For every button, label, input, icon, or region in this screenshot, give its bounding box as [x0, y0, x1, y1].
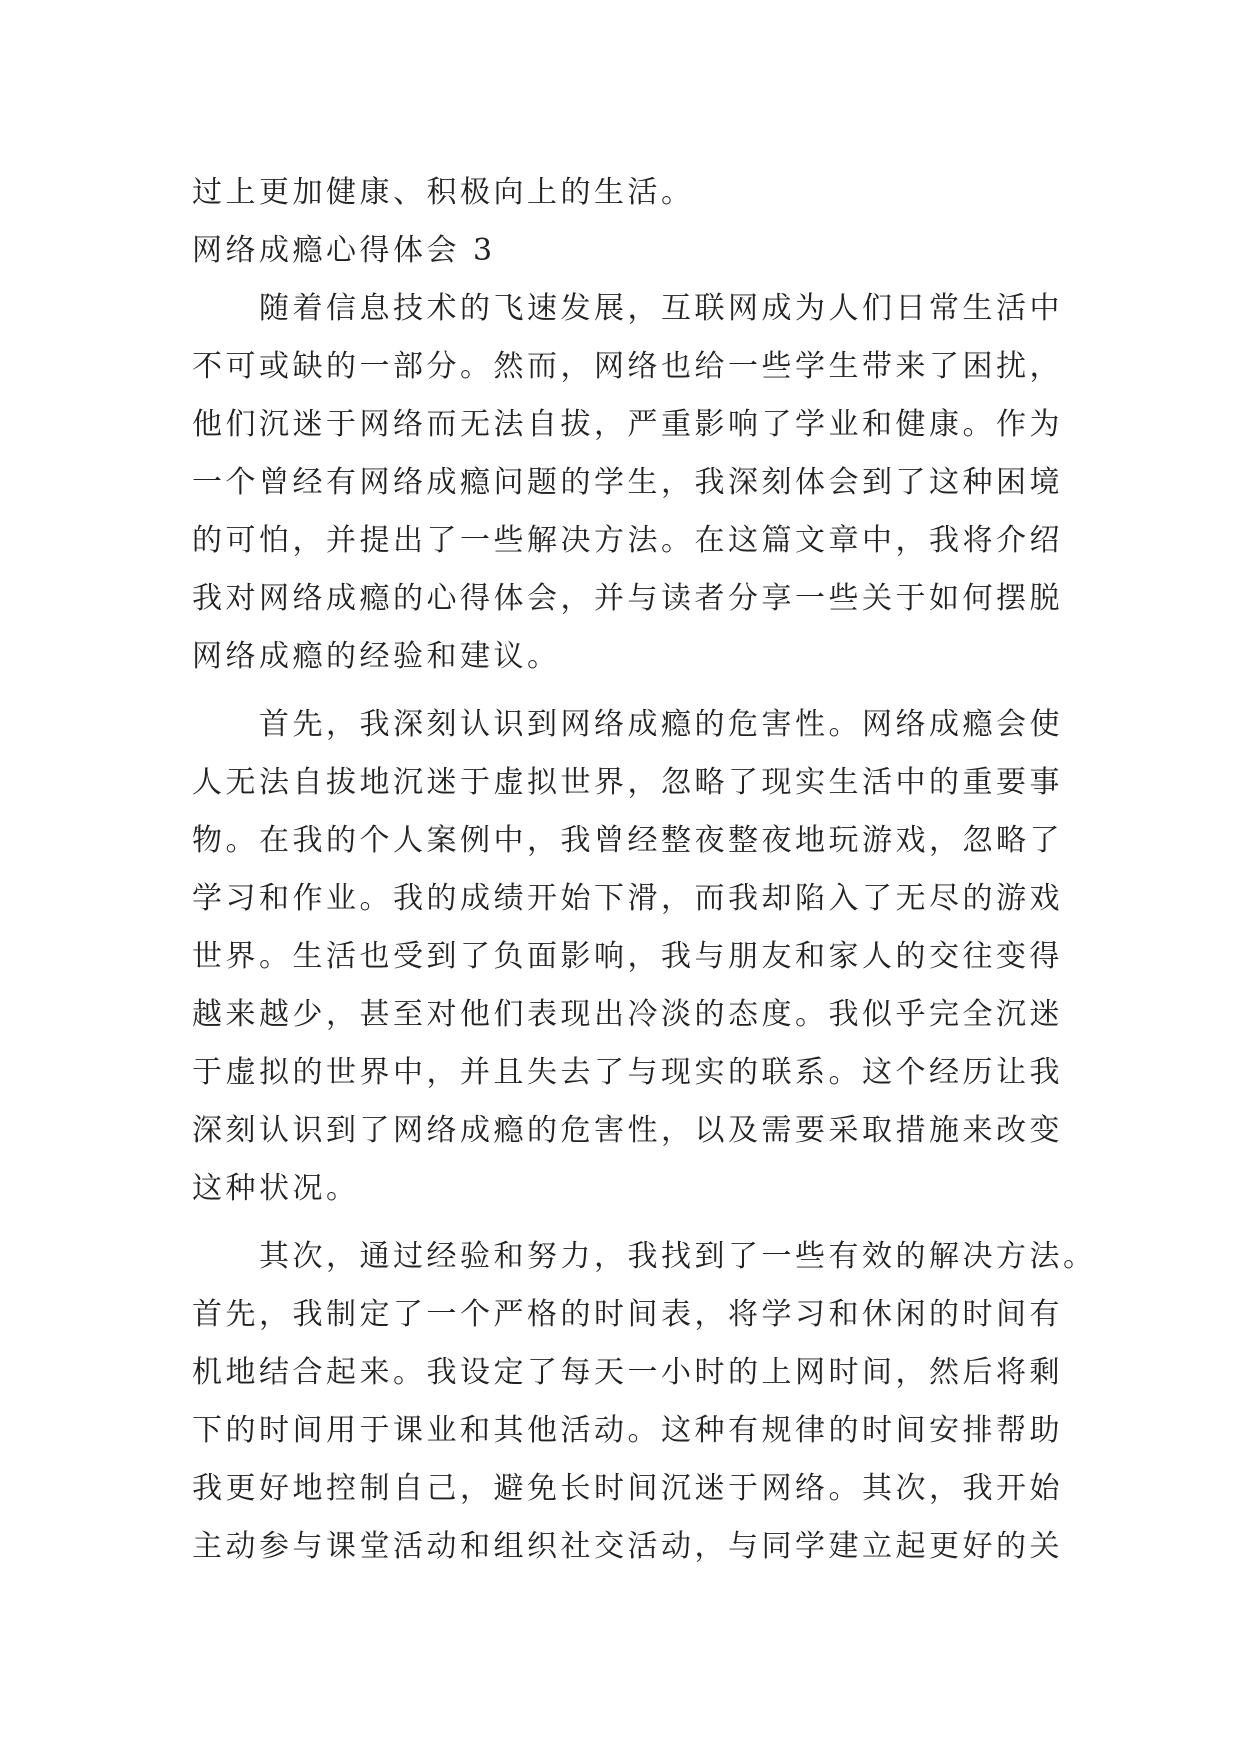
text-line: 机地结合起来。我设定了每天一小时的上网时间，然后将剩: [192, 1355, 1063, 1390]
document-body: [192, 164, 1097, 1576]
text-line: 越来越少，甚至对他们表现出冷淡的态度。我似乎完全沉迷: [192, 997, 1063, 1032]
text-line: 物。在我的个人案例中，我曾经整夜整夜地玩游戏，忽略了: [192, 823, 1063, 858]
text-line: 人无法自拔地沉迷于虚拟世界，忽略了现实生活中的重要事: [192, 765, 1063, 800]
text-line: 随着信息技术的飞速发展，互联网成为人们日常生活中: [259, 291, 1063, 326]
text-line: 我对网络成瘾的心得体会，并与读者分享一些关于如何摆脱: [192, 581, 1063, 616]
text-line: 一个曾经有网络成瘾问题的学生，我深刻体会到了这种困境: [192, 465, 1063, 500]
text-line: 于虚拟的世界中，并且失去了与现实的联系。这个经历让我: [192, 1055, 1063, 1090]
text-line: 下的时间用于课业和其他活动。这种有规律的时间安排帮助: [192, 1413, 1063, 1448]
text-line: 其次，通过经验和努力，我找到了一些有效的解决方法。: [259, 1239, 1097, 1274]
text-line: 主动参与课堂活动和组织社交活动，与同学建立起更好的关: [192, 1529, 1063, 1564]
text-line: 他们沉迷于网络而无法自拔，严重影响了学业和健康。作为: [192, 407, 1063, 442]
text-line: 首先，我深刻认识到网络成瘾的危害性。网络成瘾会使: [259, 707, 1063, 742]
text-line: 学习和作业。我的成绩开始下滑，而我却陷入了无尽的游戏: [192, 881, 1063, 916]
text-line: 的可怕，并提出了一些解决方法。在这篇文章中，我将介绍: [192, 523, 1063, 558]
text-line: 不可或缺的一部分。然而，网络也给一些学生带来了困扰，: [192, 349, 1063, 384]
text-line: 我更好地控制自己，避免长时间沉迷于网络。其次，我开始: [192, 1471, 1063, 1506]
text-line: 深刻认识到了网络成瘾的危害性，以及需要采取措施来改变: [192, 1113, 1063, 1148]
text-line: 这种状况。: [192, 1171, 360, 1206]
section-heading: 网络成瘾心得体会 3: [192, 233, 496, 268]
text-line: 首先，我制定了一个严格的时间表，将学习和休闲的时间有: [192, 1297, 1063, 1332]
text-line: 世界。生活也受到了负面影响，我与朋友和家人的交往变得: [192, 939, 1063, 974]
text-line: 过上更加健康、积极向上的生活。: [192, 175, 695, 210]
text-line: 网络成瘾的经验和建议。: [192, 639, 561, 674]
